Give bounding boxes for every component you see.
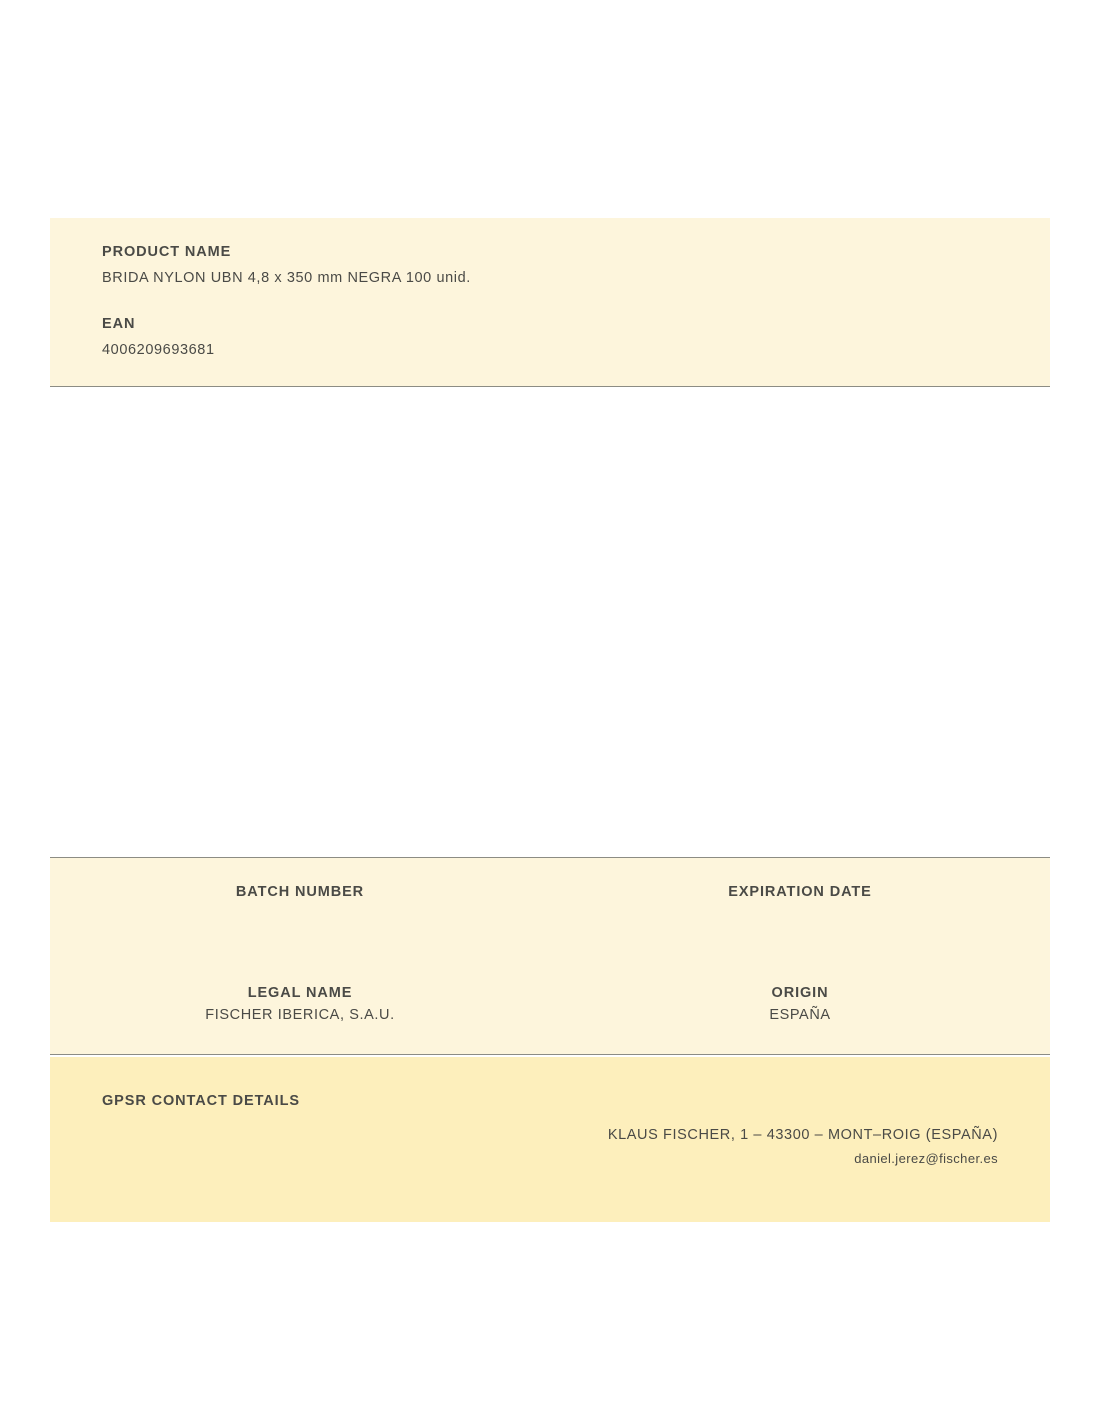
product-name-label: PRODUCT NAME [102, 244, 232, 260]
gpsr-contact-lines [102, 1127, 998, 1166]
origin-value: ESPAÑA [769, 1007, 831, 1023]
origin-cell [550, 985, 1050, 1024]
product-name-value: BRIDA NYLON UBN 4,8 x 350 mm NEGRA 100 unid. [102, 270, 471, 286]
gpsr-email[interactable]: daniel.jerez@fischer.es [854, 1151, 998, 1166]
expiration-date-cell [550, 884, 1050, 923]
ean-value: 4006209693681 [102, 342, 215, 358]
traceability-block [50, 857, 1050, 1055]
expiration-date-value [550, 906, 1050, 923]
gpsr-contact-title: GPSR CONTACT DETAILS [102, 1093, 300, 1109]
product-name-group [102, 244, 998, 286]
traceability-row-legal [50, 985, 1050, 1024]
product-info-block [50, 218, 1050, 387]
legal-name-cell [50, 985, 550, 1024]
origin-label: ORIGIN [771, 985, 829, 1001]
ean-label: EAN [102, 316, 136, 332]
batch-number-cell [50, 884, 550, 923]
expiration-date-label: EXPIRATION DATE [728, 884, 872, 900]
traceability-row-batch [50, 884, 1050, 923]
batch-number-label: BATCH NUMBER [235, 884, 365, 900]
legal-name-label: LEGAL NAME [247, 985, 353, 1001]
gpsr-contact-block [50, 1057, 1050, 1222]
gpsr-address: KLAUS FISCHER, 1 – 43300 – MONT–ROIG (ESPAÑA) [607, 1127, 998, 1143]
legal-name-value: FISCHER IBERICA, S.A.U. [205, 1007, 395, 1023]
batch-number-value [50, 906, 550, 923]
ean-group [102, 316, 998, 358]
